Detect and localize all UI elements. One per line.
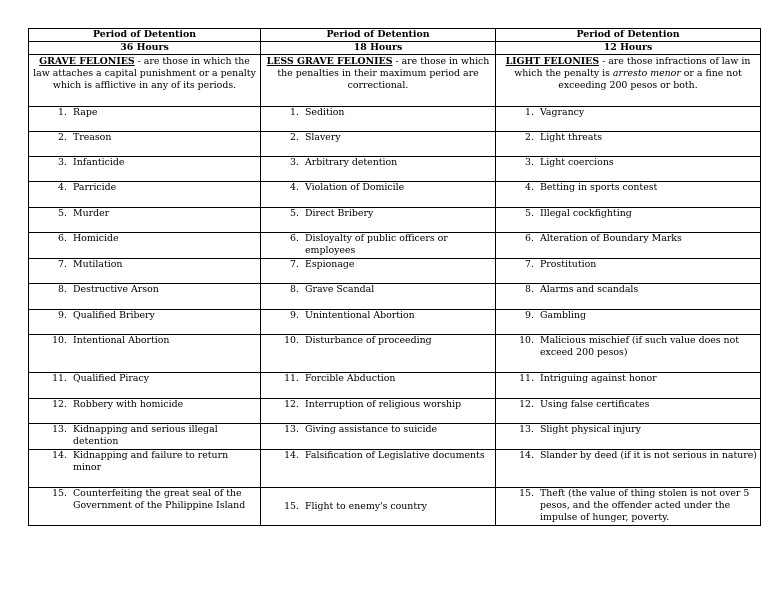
definition-text-after: or a fine not exceeding 200 pesos or both. — [558, 68, 742, 91]
felony-cell-light — [496, 182, 761, 208]
list-item — [31, 488, 258, 512]
list-item — [498, 310, 758, 322]
item-number: 4. — [290, 182, 299, 193]
item-number: 8. — [525, 284, 534, 295]
list-item — [498, 107, 758, 119]
item-text: Using false certificates — [540, 399, 650, 410]
felony-cell-less-grave — [261, 488, 496, 526]
felony-cell-grave — [29, 373, 261, 399]
felony-cell-less-grave — [261, 107, 496, 132]
table-row — [29, 488, 761, 526]
item-text: Arbitrary detention — [305, 157, 398, 168]
hours-header: 18 Hours — [261, 42, 496, 55]
item-number: 9. — [525, 310, 534, 321]
felony-cell-light — [496, 259, 761, 284]
definition-text: - are those in which the law attaches a capital punishment or a penalty which is afflictive in any of its periods. — [33, 56, 256, 91]
item-text: Alteration of Boundary Marks — [540, 233, 682, 244]
item-text: Qualified Piracy — [73, 373, 150, 384]
item-number: 15. — [284, 500, 299, 512]
hours-header: 12 Hours — [496, 42, 761, 55]
item-text: Rape — [73, 107, 98, 118]
list-item — [263, 399, 493, 411]
item-number: 1. — [58, 107, 67, 118]
table-row — [29, 424, 761, 450]
item-number: 10. — [52, 335, 67, 346]
item-number: 13. — [519, 424, 534, 435]
item-number: 14. — [284, 450, 299, 461]
felony-cell-light — [496, 424, 761, 450]
list-item — [31, 182, 258, 194]
list-item — [31, 373, 258, 385]
item-text: Giving assistance to suicide — [305, 424, 438, 435]
table-row — [29, 399, 761, 424]
list-item — [31, 132, 258, 144]
felony-cell-less-grave — [261, 450, 496, 488]
felony-cell-less-grave — [261, 373, 496, 399]
list-item — [31, 424, 258, 448]
list-item — [263, 424, 493, 436]
list-item — [263, 132, 493, 144]
definition-text: - are those infractions of law in which the penalty is — [514, 56, 751, 79]
header-row-period — [29, 29, 761, 42]
item-number: 5. — [525, 208, 534, 219]
item-number: 12. — [284, 399, 299, 410]
felony-cell-light — [496, 107, 761, 132]
list-item — [31, 233, 258, 245]
item-text: Qualified Bribery — [73, 310, 155, 321]
item-number: 15. — [52, 488, 67, 499]
item-text: Alarms and scandals — [540, 284, 639, 295]
felony-cell-less-grave — [261, 132, 496, 157]
list-item — [31, 450, 258, 474]
item-text: Violation of Domicile — [305, 182, 405, 193]
definition-less-grave — [261, 55, 496, 107]
item-text: Treason — [73, 132, 112, 143]
item-number: 14. — [52, 450, 67, 461]
item-number: 3. — [525, 157, 534, 168]
item-text: Counterfeiting the great seal of the Government of the Philippine Island — [73, 488, 246, 511]
item-number: 11. — [519, 373, 534, 384]
item-text: Parricide — [73, 182, 117, 193]
list-item — [31, 335, 258, 347]
definition-term: GRAVE FELONIES — [39, 56, 135, 67]
felony-cell-less-grave — [261, 399, 496, 424]
item-text: Slavery — [305, 132, 341, 143]
felony-list-body — [29, 107, 761, 526]
item-number: 11. — [284, 373, 299, 384]
item-text: Theft (the value of thing stolen is not over 5 pesos, and the offender acted under the impulse of hunger, poverty. — [540, 488, 750, 523]
table-row — [29, 310, 761, 335]
item-text: Destructive Arson — [73, 284, 159, 295]
table-row — [29, 259, 761, 284]
list-item — [31, 284, 258, 296]
list-item — [263, 233, 493, 257]
item-text: Grave Scandal — [305, 284, 375, 295]
table-row — [29, 450, 761, 488]
item-number: 3. — [58, 157, 67, 168]
table-row — [29, 132, 761, 157]
item-number: 6. — [525, 233, 534, 244]
item-number: 12. — [519, 399, 534, 410]
list-item — [31, 157, 258, 169]
felony-cell-light — [496, 157, 761, 182]
item-text: Prostitution — [540, 259, 597, 270]
item-number: 7. — [290, 259, 299, 270]
item-text: Mutilation — [73, 259, 123, 270]
item-number: 3. — [290, 157, 299, 168]
item-text: Direct Bribery — [305, 208, 374, 219]
list-item — [263, 157, 493, 169]
item-number: 4. — [525, 182, 534, 193]
felony-cell-light — [496, 450, 761, 488]
item-text: Light coercions — [540, 157, 614, 168]
list-item — [31, 107, 258, 119]
item-number: 14. — [519, 450, 534, 461]
item-text: Illegal cockfighting — [540, 208, 632, 219]
item-text: Unintentional Abortion — [305, 310, 415, 321]
item-number: 5. — [290, 208, 299, 219]
item-number: 4. — [58, 182, 67, 193]
list-item — [498, 182, 758, 194]
felony-cell-grave — [29, 488, 261, 526]
list-item — [498, 450, 758, 462]
item-number: 5. — [58, 208, 67, 219]
list-item — [263, 501, 493, 513]
list-item — [263, 208, 493, 220]
item-number: 10. — [284, 335, 299, 346]
item-text: Gambling — [540, 310, 587, 321]
item-number: 13. — [284, 424, 299, 435]
item-number: 6. — [58, 233, 67, 244]
felony-cell-less-grave — [261, 335, 496, 373]
list-item — [263, 310, 493, 322]
felony-cell-less-grave — [261, 157, 496, 182]
definition-italic: arresto menor — [612, 68, 681, 79]
felony-cell-grave — [29, 157, 261, 182]
item-text: Espionage — [305, 259, 355, 270]
felony-cell-light — [496, 132, 761, 157]
list-item — [31, 259, 258, 271]
felony-cell-light — [496, 399, 761, 424]
felony-cell-grave — [29, 310, 261, 335]
table-row — [29, 107, 761, 132]
item-text: Murder — [73, 208, 110, 219]
item-number: 10. — [519, 335, 534, 346]
table-row — [29, 284, 761, 310]
list-item — [263, 284, 493, 296]
list-item — [498, 284, 758, 296]
list-item — [498, 157, 758, 169]
list-item — [31, 208, 258, 220]
hours-header: 36 Hours — [29, 42, 261, 55]
item-text: Malicious mischief (if such value does not exceed 200 pesos) — [540, 335, 739, 358]
item-text: Disturbance of proceeding — [305, 335, 432, 346]
list-item — [498, 373, 758, 385]
item-text: Kidnapping and failure to return minor — [73, 450, 229, 473]
felony-cell-less-grave — [261, 284, 496, 310]
felony-cell-light — [496, 284, 761, 310]
item-number: 7. — [525, 259, 534, 270]
list-item — [498, 208, 758, 220]
item-number: 11. — [52, 373, 67, 384]
item-text: Forcible Abduction — [305, 373, 396, 384]
definition-term: LESS GRAVE FELONIES — [266, 56, 393, 67]
item-number: 6. — [290, 233, 299, 244]
list-item — [263, 259, 493, 271]
item-text: Homicide — [73, 233, 119, 244]
felony-cell-light — [496, 310, 761, 335]
felony-cell-grave — [29, 233, 261, 259]
table-row — [29, 208, 761, 233]
period-header: Period of Detention — [496, 29, 761, 42]
item-text: Kidnapping and serious illegal detention — [73, 424, 218, 447]
list-item — [498, 424, 758, 436]
table-row — [29, 373, 761, 399]
table-row — [29, 182, 761, 208]
list-item — [498, 488, 758, 524]
felony-cell-light — [496, 208, 761, 233]
definition-light — [496, 55, 761, 107]
felony-cell-grave — [29, 450, 261, 488]
felony-cell-less-grave — [261, 310, 496, 335]
period-header: Period of Detention — [29, 29, 261, 42]
item-text: Interruption of religious worship — [305, 399, 462, 410]
item-text: Falsification of Legislative documents — [305, 450, 485, 461]
felony-cell-light — [496, 488, 761, 526]
felony-cell-light — [496, 233, 761, 259]
item-text: Light threats — [540, 132, 603, 143]
list-item — [31, 399, 258, 411]
list-item — [498, 233, 758, 245]
list-item — [263, 107, 493, 119]
period-header: Period of Detention — [261, 29, 496, 42]
item-number: 9. — [290, 310, 299, 321]
felony-cell-grave — [29, 399, 261, 424]
felony-cell-less-grave — [261, 208, 496, 233]
felony-cell-grave — [29, 284, 261, 310]
definition-grave — [29, 55, 261, 107]
felony-cell-grave — [29, 132, 261, 157]
felony-cell-grave — [29, 259, 261, 284]
definition-term: LIGHT FELONIES — [505, 56, 600, 67]
item-text: Sedition — [305, 107, 345, 118]
header-row-hours — [29, 42, 761, 55]
item-text: Slander by deed (if it is not serious in nature) — [540, 450, 757, 461]
item-text: Flight to enemy's country — [305, 500, 427, 512]
list-item — [263, 373, 493, 385]
felony-cell-less-grave — [261, 259, 496, 284]
list-item — [498, 259, 758, 271]
felony-cell-less-grave — [261, 233, 496, 259]
felony-cell-grave — [29, 424, 261, 450]
list-item — [498, 335, 758, 359]
item-number: 7. — [58, 259, 67, 270]
item-number: 12. — [52, 399, 67, 410]
list-item — [31, 310, 258, 322]
item-text: Slight physical injury — [540, 424, 641, 435]
felony-cell-less-grave — [261, 424, 496, 450]
felony-cell-light — [496, 373, 761, 399]
table-row — [29, 233, 761, 259]
felony-cell-grave — [29, 107, 261, 132]
list-item — [263, 450, 493, 462]
definition-text: - are those in which the penalties in their maximum period are correctional. — [277, 56, 490, 91]
item-number: 8. — [290, 284, 299, 295]
table-row — [29, 335, 761, 373]
item-number: 1. — [290, 107, 299, 118]
item-number: 2. — [58, 132, 67, 143]
item-text: Vagrancy — [540, 107, 585, 118]
item-number: 9. — [58, 310, 67, 321]
felony-cell-less-grave — [261, 182, 496, 208]
felony-cell-light — [496, 335, 761, 373]
item-number: 1. — [525, 107, 534, 118]
item-text: Robbery with homicide — [73, 399, 184, 410]
list-item — [263, 182, 493, 194]
felonies-table — [28, 28, 761, 526]
item-number: 2. — [525, 132, 534, 143]
item-number: 2. — [290, 132, 299, 143]
item-number: 13. — [52, 424, 67, 435]
item-text: Intentional Abortion — [73, 335, 170, 346]
list-item — [263, 335, 493, 347]
item-text: Betting in sports contest — [540, 182, 658, 193]
list-item — [498, 132, 758, 144]
table-row — [29, 157, 761, 182]
list-item — [498, 399, 758, 411]
item-text: Intriguing against honor — [540, 373, 657, 384]
definition-row — [29, 55, 761, 107]
item-text: Disloyalty of public officers or employees — [305, 233, 448, 256]
felony-cell-grave — [29, 182, 261, 208]
item-text: Infanticide — [73, 157, 125, 168]
item-number: 15. — [519, 488, 534, 499]
item-number: 8. — [58, 284, 67, 295]
felony-cell-grave — [29, 208, 261, 233]
felony-cell-grave — [29, 335, 261, 373]
